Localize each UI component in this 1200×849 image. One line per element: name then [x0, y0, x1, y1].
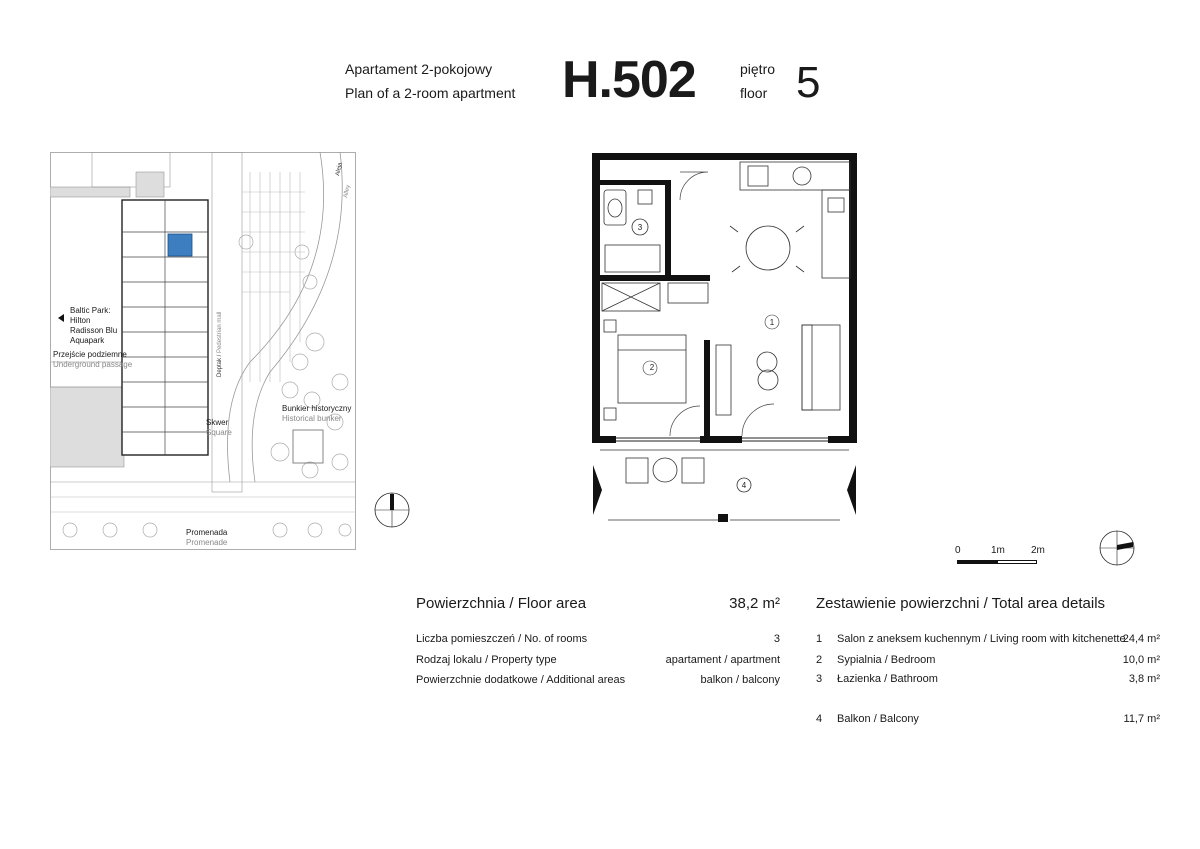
apartment-type-en: Plan of a 2-room apartment — [345, 85, 516, 101]
area-room-number: 1 — [816, 633, 823, 645]
direction-label: Baltic Park: — [70, 306, 111, 315]
area-room-number: 3 — [816, 673, 823, 685]
floor-label-pl: piętro — [740, 61, 776, 77]
apartment-code: H.502 — [562, 51, 696, 109]
apartment-floor-plan — [590, 150, 860, 525]
area-room-value: 24,4 m² — [1122, 633, 1160, 645]
apartment-type-pl: Apartament 2-pokojowy — [345, 61, 493, 77]
area-room-number: 4 — [816, 713, 823, 725]
room-number-2: 2 — [649, 363, 655, 372]
floor-area-total: 38,2 m² — [729, 595, 780, 612]
direction-label: Radisson Blu — [70, 326, 118, 335]
floor-area-title: Powierzchnia / Floor area — [416, 595, 587, 612]
floor-number: 5 — [796, 58, 821, 107]
svg-text:Aleja: Aleja — [335, 162, 344, 177]
area-room-name: Łazienka / Bathroom — [837, 673, 938, 685]
compass-icon — [372, 490, 412, 530]
square-label: Skwer Square — [206, 418, 232, 437]
floor-area-row-label: Rodzaj lokalu / Property type — [416, 654, 557, 666]
room-number-3: 3 — [637, 223, 643, 232]
direction-label: Hilton — [70, 316, 91, 325]
area-room-name: Salon z aneksem kuchennym / Living room with kitchenette — [837, 633, 1126, 645]
area-room-value: 10,0 m² — [1122, 654, 1160, 666]
direction-label: Aquapark — [70, 336, 105, 345]
floor-area-row-value: 3 — [773, 633, 780, 645]
underground-label: Przejście podziemne Underground passage — [53, 350, 133, 369]
floor-area-row-value: apartament / apartment — [665, 654, 780, 666]
floor-area-row-value: balkon / balcony — [700, 674, 780, 686]
highlighted-unit — [168, 234, 192, 256]
compass-icon — [1097, 528, 1137, 568]
floor-area-row-label: Powierzchnie dodatkowe / Additional areas — [416, 674, 626, 686]
floor-plan-drawing — [590, 150, 860, 525]
directions-list — [70, 306, 117, 346]
floor-area-row-label: Liczba pomieszczeń / No. of rooms — [416, 633, 588, 645]
floor-label-en: floor — [740, 85, 768, 101]
area-room-name: Sypialnia / Bedroom — [837, 654, 936, 666]
area-room-value: 11,7 m² — [1123, 713, 1160, 725]
svg-text:Deptak / Pedestrian mall: Deptak / Pedestrian mall — [217, 311, 223, 377]
scale-bar: 0 1m 2m — [955, 545, 1065, 570]
svg-text:Alley: Alley — [343, 184, 352, 199]
bunker-label: Bunkier historyczny Historical bunker — [282, 404, 352, 423]
area-room-number: 2 — [816, 654, 823, 666]
area-room-value: 3,8 m² — [1128, 673, 1160, 685]
room-number-4: 4 — [741, 481, 747, 490]
promenade-label: Promenada Promenade — [186, 528, 228, 547]
area-room-name: Balkon / Balcony — [837, 713, 919, 725]
area-details-title: Zestawienie powierzchni / Total area details — [816, 595, 1106, 612]
room-number-1: 1 — [769, 318, 775, 327]
